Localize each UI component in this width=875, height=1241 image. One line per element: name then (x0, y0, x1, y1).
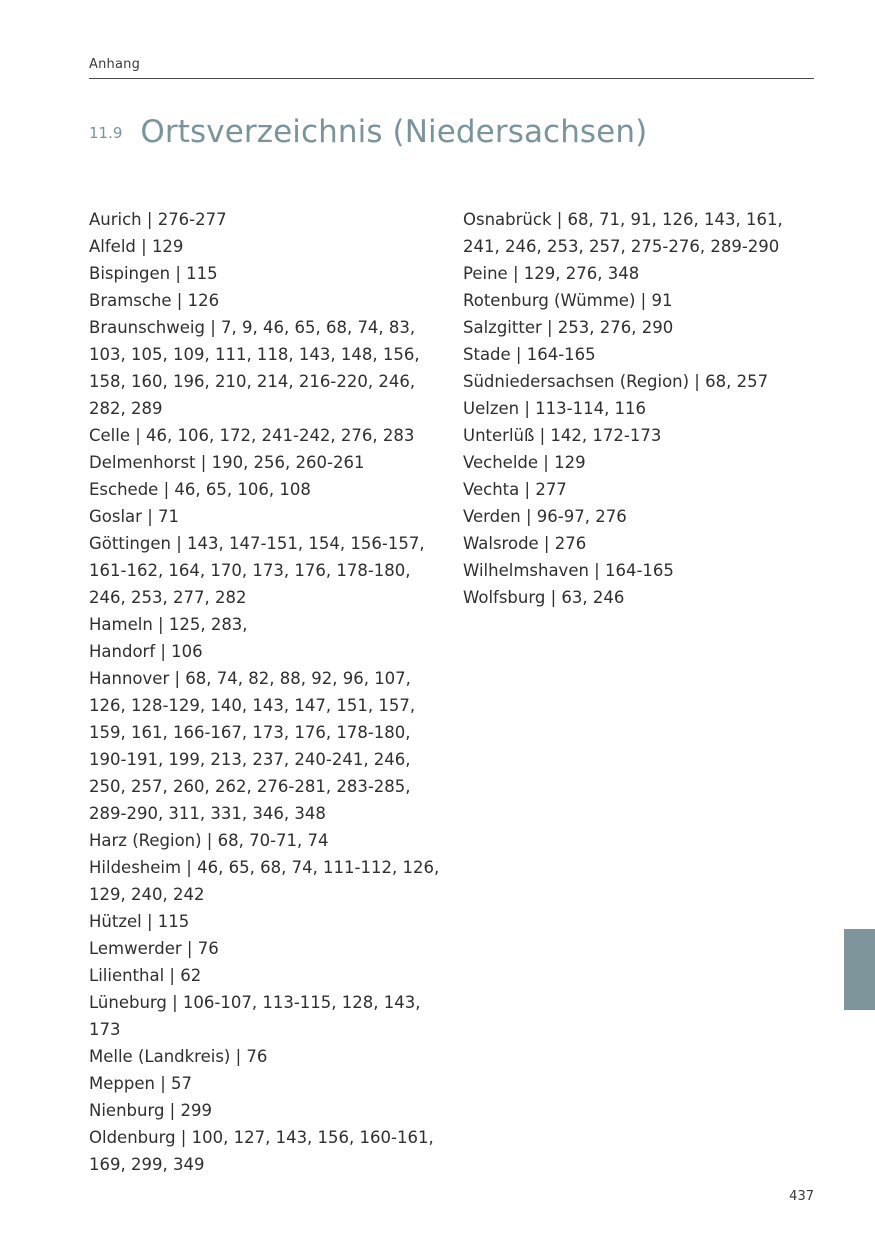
index-entry: Goslar | 71 (89, 507, 180, 526)
index-column-left (89, 206, 447, 1178)
index-entry: Unterlüß | 142, 172-173 (463, 426, 662, 445)
index-entry: Bispingen | 115 (89, 264, 218, 283)
index-entry: Braunschweig | 7, 9, 46, 65, 68, 74, 83, 103, 105, 109, 111, 118, 143, 148, 156, 158, 160, 196, 210, 214, 216-220, 246, 282, 289 (89, 318, 420, 418)
chapter-thumb-tab (844, 929, 875, 1010)
index-entry: Celle | 46, 106, 172, 241-242, 276, 283 (89, 426, 415, 445)
index-entry: Wilhelmshaven | 164-165 (463, 561, 674, 580)
index-entry: Verden | 96-97, 276 (463, 507, 627, 526)
running-head: Anhang (89, 57, 141, 72)
index-entry: Eschede | 46, 65, 106, 108 (89, 480, 311, 499)
index-entry: Walsrode | 276 (463, 534, 587, 553)
index-entry: Bramsche | 126 (89, 291, 220, 310)
section-title: Ortsverzeichnis (Niedersachsen) (140, 114, 648, 150)
index-column-right (463, 206, 815, 611)
index-entry: Harz (Region) | 68, 70-71, 74 (89, 831, 329, 850)
index-entry: Peine | 129, 276, 348 (463, 264, 640, 283)
index-entry: Nienburg | 299 (89, 1101, 212, 1120)
section-number: 11.9 (89, 124, 123, 142)
index-entry: Salzgitter | 253, 276, 290 (463, 318, 674, 337)
index-entry: Südniedersachsen (Region) | 68, 257 (463, 372, 769, 391)
index-entry: Hützel | 115 (89, 912, 190, 931)
index-entry: Uelzen | 113-114, 116 (463, 399, 647, 418)
index-entry: Aurich | 276-277 (89, 210, 227, 229)
header-rule (89, 78, 814, 79)
index-entry: Lüneburg | 106-107, 113-115, 128, 143, 173 (89, 993, 421, 1039)
index-entry: Stade | 164-165 (463, 345, 596, 364)
index-entry: Handorf | 106 (89, 642, 203, 661)
index-entry: Rotenburg (Wümme) | 91 (463, 291, 673, 310)
index-entry: Vechta | 277 (463, 480, 567, 499)
index-entry: Wolfsburg | 63, 246 (463, 588, 625, 607)
index-entry: Melle (Landkreis) | 76 (89, 1047, 268, 1066)
index-entry: Vechelde | 129 (463, 453, 586, 472)
index-entry: Alfeld | 129 (89, 237, 184, 256)
section-heading (89, 112, 647, 150)
index-entry: Lemwerder | 76 (89, 939, 219, 958)
index-entry: Meppen | 57 (89, 1074, 192, 1093)
index-entry: Göttingen | 143, 147-151, 154, 156-157, 161-162, 164, 170, 173, 176, 178-180, 246, 253, 277, 282 (89, 534, 425, 607)
index-entry: Oldenburg | 100, 127, 143, 156, 160-161, 169, 299, 349 (89, 1128, 434, 1174)
index-entry: Hannover | 68, 74, 82, 88, 92, 96, 107, 126, 128-129, 140, 143, 147, 151, 157, 159, 161, 166-167, 173, 176, 178-180, 190-191, 199, 213, 237, 240-241, 246, 250, 257, 260, 262, 276-281, 283-285, 289-290, 311, 331, 346, 348 (89, 669, 416, 823)
index-entry: Hameln | 125, 283, (89, 615, 248, 634)
index-entry: Delmenhorst | 190, 256, 260-261 (89, 453, 365, 472)
index-entry: Osnabrück | 68, 71, 91, 126, 143, 161, 241, 246, 253, 257, 275-276, 289-290 (463, 210, 783, 256)
index-entry: Hildesheim | 46, 65, 68, 74, 111-112, 126, 129, 240, 242 (89, 858, 440, 904)
index-entry: Lilienthal | 62 (89, 966, 202, 985)
page-number: 437 (789, 1189, 814, 1204)
